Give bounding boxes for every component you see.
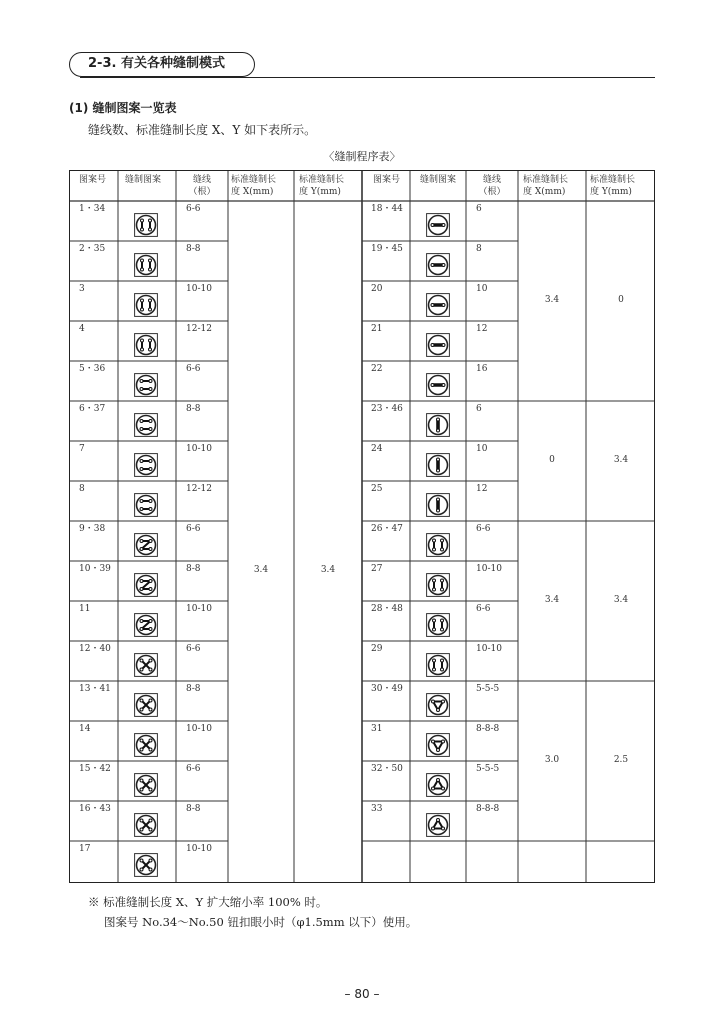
hole4-parallel-horizontal-icon bbox=[134, 493, 158, 517]
thread-count: 10-10 bbox=[186, 284, 212, 294]
right-group-y-value: 2.5 bbox=[613, 755, 629, 765]
right-group-y-value: 3.4 bbox=[613, 595, 629, 605]
header-x-right bbox=[523, 174, 568, 198]
header-thread-unit: （根） bbox=[478, 187, 506, 197]
left-y-value: 3.4 bbox=[320, 565, 336, 575]
thread-count: 6 bbox=[476, 404, 482, 414]
pattern-number: 10・39 bbox=[79, 564, 111, 574]
pattern-number: 13・41 bbox=[79, 684, 111, 694]
pattern-number: 8 bbox=[79, 484, 85, 494]
header-x-text: 标准缝制长 bbox=[231, 175, 277, 185]
header-x-text: 标准缝制长 bbox=[523, 175, 569, 185]
pattern-number: 29 bbox=[371, 644, 383, 654]
note-line-2: 图案号 No.34～No.50 钮扣眼小时（φ1.5mm 以下）使用。 bbox=[104, 915, 418, 929]
pattern-number: 12・40 bbox=[79, 644, 111, 654]
hole4-parallel-vertical-icon bbox=[426, 613, 450, 637]
thread-count: 6-6 bbox=[186, 644, 201, 654]
header-x-unit: 度 X(mm) bbox=[523, 187, 566, 197]
header-x-left bbox=[231, 174, 276, 198]
right-group-x-value: 0 bbox=[549, 455, 555, 465]
pattern-number: 14 bbox=[79, 724, 91, 734]
pattern-number: 30・49 bbox=[371, 684, 403, 694]
pattern-number: 1・34 bbox=[79, 204, 106, 214]
section-rule bbox=[80, 77, 655, 78]
pattern-number: 25 bbox=[371, 484, 383, 494]
header-thread-text: 缝线 bbox=[192, 175, 211, 185]
hole2-horizontal-icon bbox=[426, 253, 450, 277]
intro-text: 缝线数、标准缝制长度 X、Y 如下表所示。 bbox=[88, 123, 317, 137]
hole4-cross-stitch-icon bbox=[134, 813, 158, 837]
pattern-number: 18・44 bbox=[371, 204, 403, 214]
thread-count: 6-6 bbox=[476, 604, 491, 614]
thread-count: 8-8-8 bbox=[476, 804, 500, 814]
thread-count: 10 bbox=[476, 444, 488, 454]
thread-count: 5-5-5 bbox=[476, 684, 500, 694]
header-y-unit: 度 Y(mm) bbox=[299, 187, 341, 197]
hole4-cross-stitch-icon bbox=[134, 853, 158, 877]
hole2-vertical-icon bbox=[426, 453, 450, 477]
hole3-triangle-down-icon bbox=[426, 693, 450, 717]
hole2-horizontal-icon bbox=[426, 373, 450, 397]
pattern-number: 19・45 bbox=[371, 244, 403, 254]
pattern-number: 9・38 bbox=[79, 524, 106, 534]
pattern-number: 31 bbox=[371, 724, 383, 734]
hole4-parallel-horizontal-icon bbox=[134, 453, 158, 477]
hole2-horizontal-icon bbox=[426, 213, 450, 237]
right-group-x-value: 3.4 bbox=[544, 595, 560, 605]
header-no-right: 图案号 bbox=[373, 175, 401, 185]
hole4-cross-stitch-icon bbox=[134, 693, 158, 717]
hole3-triangle-up-icon bbox=[426, 773, 450, 797]
thread-count: 6 bbox=[476, 204, 482, 214]
pattern-number: 4 bbox=[79, 324, 85, 334]
thread-count: 6-6 bbox=[186, 204, 201, 214]
note-line-1: ※ 标准缝制长度 X、Y 扩大缩小率 100% 时。 bbox=[88, 895, 328, 909]
page-number: – 80 – bbox=[344, 987, 380, 1001]
hole4-cross-stitch-icon bbox=[134, 653, 158, 677]
pattern-number: 2・35 bbox=[79, 244, 106, 254]
thread-count: 16 bbox=[476, 364, 488, 374]
hole4-parallel-vertical-icon bbox=[426, 653, 450, 677]
thread-count: 10-10 bbox=[476, 564, 502, 574]
thread-count: 8-8-8 bbox=[476, 724, 500, 734]
hole4-parallel-vertical-icon bbox=[134, 293, 158, 317]
pattern-number: 7 bbox=[79, 444, 85, 454]
hole4-parallel-vertical-icon bbox=[134, 213, 158, 237]
pattern-number: 17 bbox=[79, 844, 91, 854]
hole4-parallel-vertical-icon bbox=[426, 573, 450, 597]
pattern-number: 33 bbox=[371, 804, 383, 814]
pattern-number: 28・48 bbox=[371, 604, 403, 614]
section-tab bbox=[69, 52, 255, 77]
pattern-number: 24 bbox=[371, 444, 383, 454]
subsection-title: (1) 缝制图案一览表 bbox=[69, 101, 177, 115]
left-x-value: 3.4 bbox=[253, 565, 269, 575]
header-y-left bbox=[299, 174, 344, 198]
program-table bbox=[69, 170, 655, 883]
thread-count: 8-8 bbox=[186, 244, 201, 254]
thread-count: 10-10 bbox=[476, 644, 502, 654]
thread-count: 8-8 bbox=[186, 404, 201, 414]
section-title: 2-3. 有关各种缝制模式 bbox=[88, 56, 225, 71]
thread-count: 10-10 bbox=[186, 844, 212, 854]
hole2-vertical-icon bbox=[426, 413, 450, 437]
pattern-number: 6・37 bbox=[79, 404, 106, 414]
right-group-y-value: 0 bbox=[618, 295, 624, 305]
pattern-number: 11 bbox=[79, 604, 91, 614]
thread-count: 10-10 bbox=[186, 724, 212, 734]
table-caption: 〈缝制程序表〉 bbox=[323, 150, 401, 163]
header-no-left: 图案号 bbox=[79, 175, 107, 185]
header-y-text: 标准缝制长 bbox=[299, 175, 345, 185]
thread-count: 10-10 bbox=[186, 444, 212, 454]
thread-count: 6-6 bbox=[186, 524, 201, 534]
header-pattern-left: 缝制图案 bbox=[125, 175, 162, 185]
hole4-parallel-vertical-icon bbox=[134, 333, 158, 357]
hole4-parallel-vertical-icon bbox=[134, 253, 158, 277]
pattern-number: 32・50 bbox=[371, 764, 403, 774]
hole4-cross-stitch-icon bbox=[134, 733, 158, 757]
header-thread-text: 缝线 bbox=[482, 175, 501, 185]
thread-count: 8-8 bbox=[186, 684, 201, 694]
pattern-number: 23・46 bbox=[371, 404, 403, 414]
thread-count: 12-12 bbox=[186, 484, 212, 494]
header-y-unit: 度 Y(mm) bbox=[590, 187, 632, 197]
thread-count: 6-6 bbox=[186, 364, 201, 374]
pattern-number: 21 bbox=[371, 324, 383, 334]
hole4-parallel-vertical-icon bbox=[426, 533, 450, 557]
thread-count: 10-10 bbox=[186, 604, 212, 614]
pattern-number: 15・42 bbox=[79, 764, 111, 774]
pattern-number: 16・43 bbox=[79, 804, 111, 814]
hole4-z-stitch-icon bbox=[134, 613, 158, 637]
pattern-number: 27 bbox=[371, 564, 383, 574]
hole3-triangle-down-icon bbox=[426, 733, 450, 757]
header-y-text: 标准缝制长 bbox=[590, 175, 636, 185]
header-x-unit: 度 X(mm) bbox=[231, 187, 274, 197]
hole4-z-stitch-icon bbox=[134, 533, 158, 557]
hole3-triangle-up-icon bbox=[426, 813, 450, 837]
hole2-horizontal-icon bbox=[426, 333, 450, 357]
hole4-parallel-horizontal-icon bbox=[134, 413, 158, 437]
header-thread-right bbox=[466, 174, 518, 198]
thread-count: 8 bbox=[476, 244, 482, 254]
hole2-vertical-icon bbox=[426, 493, 450, 517]
pattern-number: 20 bbox=[371, 284, 383, 294]
header-pattern-right: 缝制图案 bbox=[420, 175, 457, 185]
right-group-x-value: 3.4 bbox=[544, 295, 560, 305]
thread-count: 8-8 bbox=[186, 564, 201, 574]
thread-count: 5-5-5 bbox=[476, 764, 500, 774]
hole4-cross-stitch-icon bbox=[134, 773, 158, 797]
hole2-horizontal-icon bbox=[426, 293, 450, 317]
thread-count: 10 bbox=[476, 284, 488, 294]
pattern-number: 3 bbox=[79, 284, 85, 294]
pattern-number: 5・36 bbox=[79, 364, 106, 374]
header-thread-unit: （根） bbox=[188, 187, 216, 197]
header-y-right bbox=[590, 174, 635, 198]
right-group-y-value: 3.4 bbox=[613, 455, 629, 465]
thread-count: 8-8 bbox=[186, 804, 201, 814]
thread-count: 12 bbox=[476, 484, 488, 494]
thread-count: 12 bbox=[476, 324, 488, 334]
thread-count: 12-12 bbox=[186, 324, 212, 334]
header-thread-left bbox=[176, 174, 228, 198]
right-group-x-value: 3.0 bbox=[544, 755, 560, 765]
hole4-parallel-horizontal-icon bbox=[134, 373, 158, 397]
thread-count: 6-6 bbox=[186, 764, 201, 774]
pattern-number: 22 bbox=[371, 364, 383, 374]
pattern-number: 26・47 bbox=[371, 524, 403, 534]
thread-count: 6-6 bbox=[476, 524, 491, 534]
hole4-z-stitch-icon bbox=[134, 573, 158, 597]
